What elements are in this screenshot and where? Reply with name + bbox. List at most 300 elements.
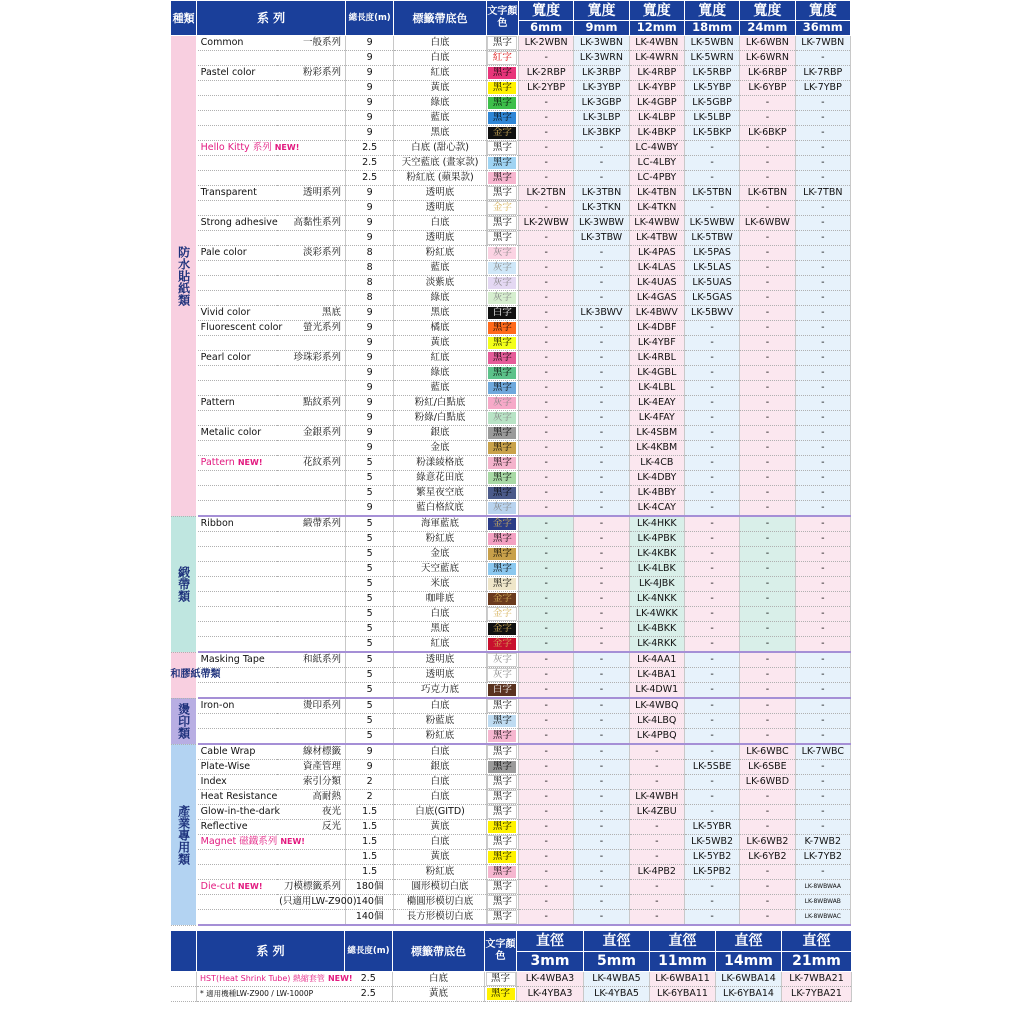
model-code: -	[574, 652, 629, 668]
text-color-cell	[486, 895, 518, 910]
footer-blank-cell	[171, 931, 197, 972]
model-code: -	[519, 683, 574, 699]
model-code: -	[574, 471, 629, 486]
model-code: LK-5BWV	[684, 306, 739, 321]
model-code: -	[574, 744, 629, 760]
text-color-cell	[486, 668, 518, 683]
text-color-chip: 灰字	[487, 668, 517, 682]
series-name-zh	[277, 729, 345, 745]
model-code: LK-5RBP	[684, 66, 739, 81]
model-code: -	[574, 910, 629, 926]
series-name-en	[197, 261, 277, 276]
category-label: 和膠紙帶類	[171, 652, 197, 698]
model-code: -	[519, 171, 574, 186]
model-code: -	[574, 411, 629, 426]
total-length: 2.5	[346, 141, 394, 156]
model-code: -	[795, 562, 850, 577]
model-code: LK-2RBP	[519, 66, 574, 81]
series-name-en-text: Fluorescent color	[200, 322, 283, 334]
table-row	[171, 501, 851, 517]
total-length: 9	[346, 216, 394, 231]
model-code: -	[574, 820, 629, 835]
text-color-cell	[486, 246, 518, 261]
model-code: LK-4BKP	[629, 126, 684, 141]
text-color-cell	[486, 698, 518, 714]
tape-color: 黃底	[394, 81, 487, 96]
series-name-en	[197, 411, 277, 426]
table-row	[171, 396, 851, 411]
series-name-en	[197, 126, 277, 141]
table-row	[171, 972, 852, 987]
model-code: -	[519, 820, 574, 835]
table-row	[171, 668, 851, 683]
table-row	[171, 96, 851, 111]
table-row	[171, 744, 851, 760]
model-code: -	[740, 698, 795, 714]
total-length: 5	[346, 729, 394, 745]
tape-color: 白底	[394, 607, 487, 622]
model-code: LK-4DBY	[629, 471, 684, 486]
model-code: -	[684, 668, 739, 683]
series-name-en-text: Die-cut	[200, 881, 235, 893]
text-color-chip: 黑字	[488, 82, 516, 94]
tape-catalog-sheet	[170, 0, 851, 1006]
model-code: -	[740, 426, 795, 441]
series-name-zh	[277, 865, 345, 880]
text-color-chip: 黑字	[488, 821, 516, 833]
series-name-en-text: Pastel color	[200, 67, 256, 79]
text-color-cell	[486, 775, 518, 790]
total-length: 5	[346, 516, 394, 532]
tape-color: 藍底	[394, 261, 487, 276]
model-code: -	[574, 261, 629, 276]
tape-color: 繁星夜空底	[394, 486, 487, 501]
tape-color: 淡紫底	[394, 276, 487, 291]
model-code: -	[574, 683, 629, 699]
table-row	[171, 306, 851, 321]
model-code: -	[684, 729, 739, 745]
total-length: 9	[346, 306, 394, 321]
series-name-zh: 黑底	[277, 306, 345, 321]
series-name-zh: 刀模標籤系列	[277, 880, 345, 895]
tape-color: 黑底	[394, 126, 487, 141]
table-row	[171, 562, 851, 577]
model-code: LK-4LBK	[629, 562, 684, 577]
model-code: LK-4LBP	[629, 111, 684, 126]
text-color-cell	[486, 411, 518, 426]
model-code: -	[684, 622, 739, 637]
model-code: -	[740, 714, 795, 729]
table-row	[171, 486, 851, 501]
table-row	[171, 141, 851, 156]
tape-color: 黑底	[394, 306, 487, 321]
tape-color: 黃底	[393, 987, 485, 1002]
table-row	[171, 790, 851, 805]
model-code: -	[519, 850, 574, 865]
model-code: -	[740, 396, 795, 411]
model-code: LK-5BKP	[684, 126, 739, 141]
tape-color: 粉紅底	[394, 865, 487, 880]
table-row	[171, 714, 851, 729]
total-length: 2	[346, 790, 394, 805]
series-name-en-text: Heat Resistance	[200, 791, 278, 803]
text-color-chip: 黑字	[488, 172, 516, 184]
model-code: -	[684, 171, 739, 186]
model-code: -	[795, 760, 850, 775]
model-code: LK-6YB2	[740, 850, 795, 865]
model-code: -	[519, 51, 574, 66]
total-length: 1.5	[346, 820, 394, 835]
model-code: LK-5TBN	[684, 186, 739, 201]
model-code: -	[740, 880, 795, 895]
model-code: LK-4RBL	[629, 351, 684, 366]
total-length: 9	[346, 411, 394, 426]
text-color-chip: 黑字	[487, 231, 517, 245]
model-code: -	[574, 426, 629, 441]
series-name-en-text: Pattern	[200, 397, 235, 409]
text-color-chip: 黑字	[488, 761, 516, 773]
model-code: -	[519, 126, 574, 141]
table-row	[171, 261, 851, 276]
model-code: -	[740, 607, 795, 622]
table-row	[171, 987, 852, 1002]
model-code: -	[629, 760, 684, 775]
model-code: LK-3BKP	[574, 126, 629, 141]
model-code: -	[795, 532, 850, 547]
model-code: -	[684, 775, 739, 790]
model-code: LK-4WKK	[629, 607, 684, 622]
series-name-zh	[277, 562, 345, 577]
text-color-cell	[486, 760, 518, 775]
model-code: LK-4RBP	[629, 66, 684, 81]
model-code: -	[519, 291, 574, 306]
model-code: -	[795, 216, 850, 231]
total-length: 9	[346, 186, 394, 201]
series-name-en-text: Masking Tape	[200, 654, 265, 666]
tape-color: 白底 (甜心款)	[394, 141, 487, 156]
header-width-label: 寬度	[519, 1, 574, 21]
text-color-cell	[486, 637, 518, 653]
table-row	[171, 865, 851, 880]
model-code: -	[795, 698, 850, 714]
model-code: -	[519, 775, 574, 790]
tape-color: 海軍藍底	[394, 516, 487, 532]
table-row	[171, 291, 851, 306]
model-code: -	[519, 426, 574, 441]
header-width-label: 寬度	[574, 1, 629, 21]
table-row	[171, 381, 851, 396]
series-name-en	[197, 744, 277, 760]
model-code: -	[519, 441, 574, 456]
model-code: LK-4YBA3	[517, 987, 584, 1002]
series-name-en-text: Common	[200, 37, 244, 49]
model-code: -	[519, 306, 574, 321]
model-code: -	[684, 532, 739, 547]
series-name-zh: 夜光	[277, 805, 345, 820]
model-code: LK-5YB2	[684, 850, 739, 865]
model-code: LC-4WBY	[629, 141, 684, 156]
model-code: -	[740, 790, 795, 805]
model-code: -	[519, 714, 574, 729]
model-code: -	[574, 156, 629, 171]
new-badge: NEW!	[274, 143, 300, 153]
series-name-en	[197, 66, 277, 81]
series-name-zh	[277, 532, 345, 547]
text-color-cell	[485, 987, 517, 1002]
model-code: -	[684, 141, 739, 156]
text-color-cell	[486, 790, 518, 805]
text-color-cell	[486, 186, 518, 201]
total-length: 2.5	[346, 156, 394, 171]
text-color-chip: 黑字	[488, 322, 516, 334]
text-color-chip: 黑字	[488, 715, 516, 727]
model-code: -	[519, 156, 574, 171]
model-code: LK-7YBA21	[782, 987, 852, 1002]
table-row	[171, 760, 851, 775]
series-name-en	[197, 532, 277, 547]
model-code: -	[574, 775, 629, 790]
header-tape-color: 標籤帶底色	[394, 1, 487, 36]
model-code: -	[684, 547, 739, 562]
model-code: LK-4NKK	[629, 592, 684, 607]
table-row	[171, 426, 851, 441]
series-name-en	[197, 396, 277, 411]
model-code: -	[795, 775, 850, 790]
footer-dia-21mm: 21mm	[782, 951, 852, 972]
series-name-en	[197, 216, 277, 231]
model-code: -	[740, 501, 795, 517]
model-code: -	[795, 51, 850, 66]
model-code: LK-4WBW	[629, 216, 684, 231]
model-code: LK-4AA1	[629, 652, 684, 668]
text-color-cell	[486, 36, 518, 51]
model-code: LK-3WBN	[574, 36, 629, 51]
model-code: -	[684, 592, 739, 607]
model-code: LK-4JBK	[629, 577, 684, 592]
category-label: 產業專用類	[171, 744, 197, 925]
series-name-en	[197, 336, 277, 351]
tape-color: 天空藍底	[394, 562, 487, 577]
series-name-en	[197, 51, 277, 66]
model-code: -	[629, 910, 684, 926]
total-length: 5	[346, 668, 394, 683]
model-code: -	[795, 426, 850, 441]
series-name-en	[197, 729, 277, 745]
text-color-cell	[486, 276, 518, 291]
series-name-en-text: Strong adhesive	[200, 217, 278, 229]
model-code: LK-5TBW	[684, 231, 739, 246]
footer-dia-label: 直徑	[716, 931, 782, 952]
series-name-en	[197, 231, 277, 246]
series-name-en	[197, 486, 277, 501]
model-code: -	[795, 622, 850, 637]
text-color-cell	[486, 111, 518, 126]
model-code: LK-5PAS	[684, 246, 739, 261]
model-code: LK-5GAS	[684, 291, 739, 306]
category-label: 防水貼紙類	[171, 36, 197, 517]
model-code: -	[519, 622, 574, 637]
text-color-chip: 金字	[488, 518, 516, 530]
model-code: -	[795, 805, 850, 820]
model-code: LK-2WBN	[519, 36, 574, 51]
table-row	[171, 820, 851, 835]
text-color-cell	[486, 81, 518, 96]
model-code: -	[519, 381, 574, 396]
series-name-en	[197, 547, 277, 562]
series-name-zh	[277, 501, 345, 517]
total-length: 5	[346, 532, 394, 547]
model-code: LK-2YBP	[519, 81, 574, 96]
model-code: LK-3TKN	[574, 201, 629, 216]
text-color-cell	[486, 51, 518, 66]
model-code: -	[684, 366, 739, 381]
table-row	[171, 156, 851, 171]
model-code: -	[740, 141, 795, 156]
total-length: 9	[346, 336, 394, 351]
model-code: LK-2TBN	[519, 186, 574, 201]
model-code: LK-7RBP	[795, 66, 850, 81]
total-length: 9	[346, 111, 394, 126]
series-name-zh	[277, 96, 345, 111]
model-code: -	[684, 895, 739, 910]
model-code: -	[519, 96, 574, 111]
series-name-en	[197, 306, 277, 321]
text-color-chip: 黑字	[488, 548, 516, 560]
footer-dia-5mm: 5mm	[584, 951, 650, 972]
model-code: -	[740, 201, 795, 216]
text-color-chip: 黑字	[487, 988, 515, 1000]
model-code: LK-4EAY	[629, 396, 684, 411]
tape-color: 金底	[394, 547, 487, 562]
model-code: -	[740, 532, 795, 547]
series-name-zh	[277, 336, 345, 351]
tape-color: 金底	[394, 441, 487, 456]
total-length: 9	[346, 36, 394, 51]
series-name-en	[197, 895, 277, 910]
series-name-zh	[277, 111, 345, 126]
model-code: -	[519, 637, 574, 653]
tape-color: 粉紅底	[394, 532, 487, 547]
header-width-24mm: 24mm	[740, 21, 795, 36]
series-name-en	[197, 835, 305, 850]
total-length: 5	[346, 698, 394, 714]
series-name-en	[197, 156, 277, 171]
hst-series-name	[197, 987, 345, 1002]
text-color-chip: 黑字	[488, 533, 516, 545]
table-row	[171, 607, 851, 622]
model-code: LK-4FAY	[629, 411, 684, 426]
text-color-chip: 黑字	[488, 337, 516, 349]
series-name-en	[197, 577, 277, 592]
footer-series: 系 列	[197, 931, 345, 972]
model-code: -	[574, 637, 629, 653]
tape-color: 圓形模切白底	[394, 880, 487, 895]
series-name-zh	[277, 850, 345, 865]
text-color-chip: 黑字	[488, 427, 516, 439]
text-color-chip: 灰字	[488, 247, 516, 259]
total-length: 5	[346, 714, 394, 729]
total-length: 2.5	[345, 972, 393, 987]
model-code: -	[795, 396, 850, 411]
series-name-en	[197, 775, 277, 790]
model-code: -	[740, 441, 795, 456]
text-color-chip: 黑字	[487, 805, 517, 819]
model-code: -	[740, 805, 795, 820]
series-name-en	[197, 171, 277, 186]
hst-series-name	[197, 972, 353, 987]
series-name-zh	[277, 441, 345, 456]
series-name-zh: (只適用LW-Z900)	[277, 895, 345, 910]
text-color-chip: 黑字	[488, 67, 516, 79]
model-code: LK-5UAS	[684, 276, 739, 291]
model-code: -	[574, 441, 629, 456]
header-width-12mm: 12mm	[629, 21, 684, 36]
table-row	[171, 622, 851, 637]
model-code: -	[519, 261, 574, 276]
model-code: -	[574, 562, 629, 577]
model-code: -	[519, 396, 574, 411]
model-code: -	[795, 577, 850, 592]
series-name-zh	[277, 411, 345, 426]
tape-color: 白底	[394, 216, 487, 231]
text-color-cell	[485, 972, 517, 987]
model-code: -	[519, 231, 574, 246]
model-code: -	[795, 441, 850, 456]
model-code: LK-7TBN	[795, 186, 850, 201]
model-code: LK-5LBP	[684, 111, 739, 126]
model-code: -	[684, 471, 739, 486]
tape-color: 粉藍底	[394, 714, 487, 729]
model-code: LK-3RBP	[574, 66, 629, 81]
model-code: -	[574, 532, 629, 547]
footer-length: 總長度(m)	[345, 931, 393, 972]
total-length: 8	[346, 246, 394, 261]
model-code: LK-4YBP	[629, 81, 684, 96]
model-code: -	[795, 246, 850, 261]
text-color-cell	[486, 381, 518, 396]
header-width-label: 寬度	[684, 1, 739, 21]
model-code: -	[795, 714, 850, 729]
tape-color: 紅底	[394, 637, 487, 653]
model-code: -	[740, 562, 795, 577]
text-color-cell	[486, 261, 518, 276]
table-row	[171, 441, 851, 456]
model-code: -	[574, 336, 629, 351]
table-row	[171, 592, 851, 607]
total-length: 9	[346, 426, 394, 441]
text-color-cell	[486, 729, 518, 745]
model-code: -	[519, 805, 574, 820]
table-row	[171, 637, 851, 653]
model-code: LK-4KBM	[629, 441, 684, 456]
model-code: LK-2WBW	[519, 216, 574, 231]
model-code: LC-4LBY	[629, 156, 684, 171]
model-code: -	[740, 729, 795, 745]
tape-color: 白底	[394, 835, 487, 850]
model-code: -	[574, 835, 629, 850]
model-code: LK-6WRN	[740, 51, 795, 66]
model-code: LK-5YBP	[684, 81, 739, 96]
series-name-en	[197, 637, 277, 653]
table-row	[171, 850, 851, 865]
series-name-zh: 點紋系列	[277, 396, 345, 411]
total-length: 5	[346, 652, 394, 668]
model-code: -	[795, 652, 850, 668]
tape-color: 紅底	[394, 351, 487, 366]
series-name-zh	[277, 471, 345, 486]
model-code: -	[740, 231, 795, 246]
model-code: -	[519, 351, 574, 366]
